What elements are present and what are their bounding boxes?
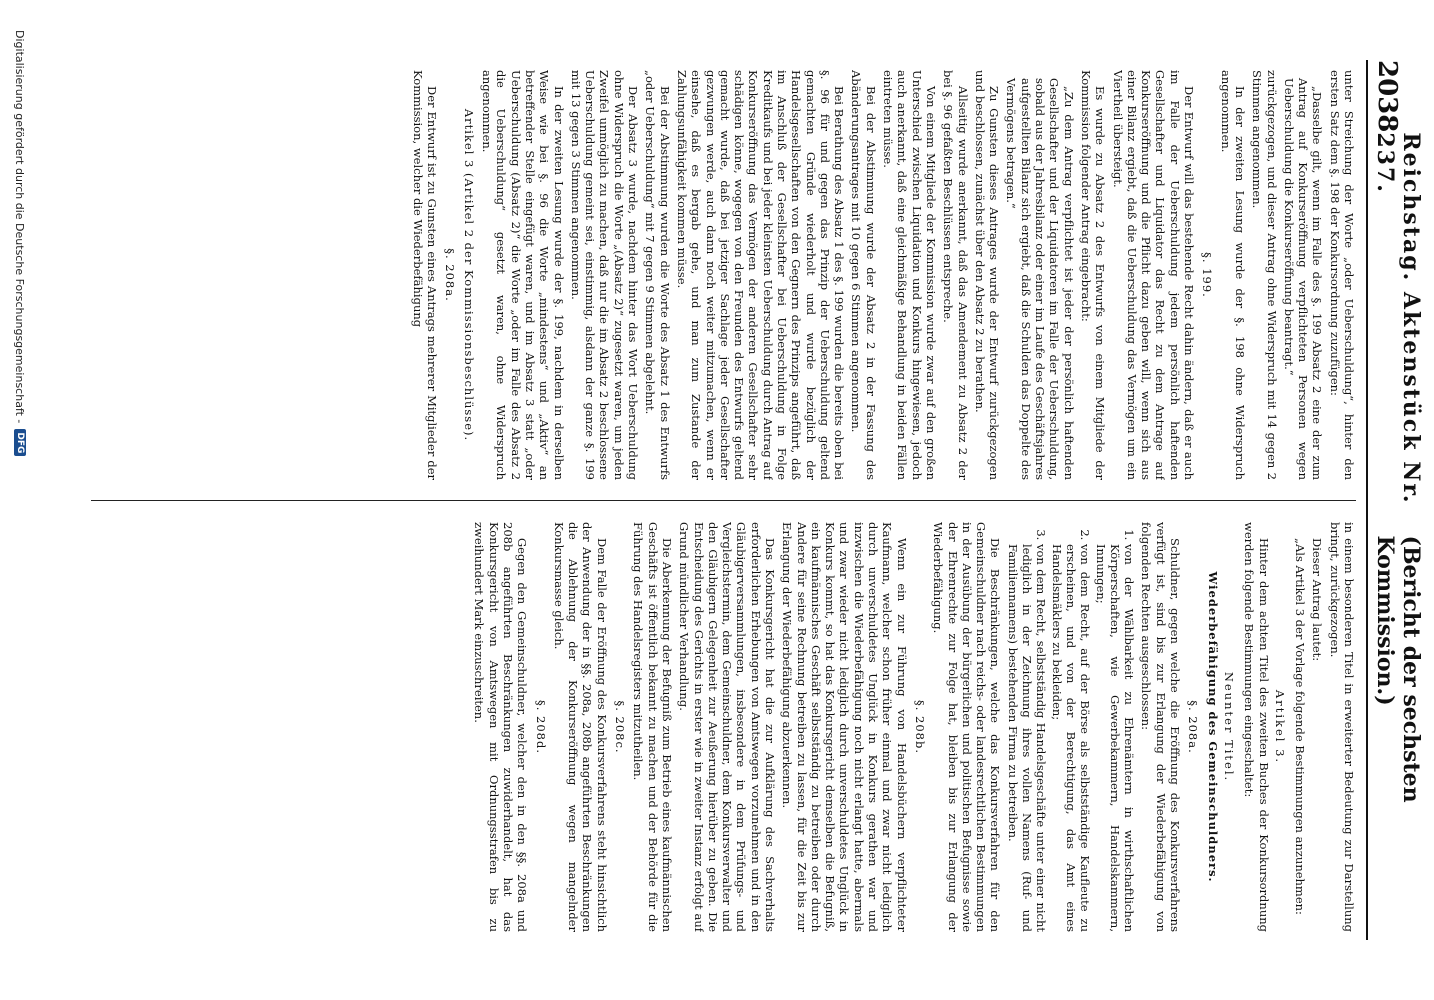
page-number: 2038 — [1372, 60, 1402, 133]
article-heading: Artikel 3. — [1272, 689, 1287, 765]
title-heading: Neunter Titel. — [1221, 671, 1236, 783]
paragraph: Bei Berathung des Absatz 1 des §. 199 wurden die bereits oben bei §. 96 für und gegen das Prinzip der Ueberschuldung geltend gemachten Gründe wiederholt und wurde bezüglich der Handelsgesellschaften von den Gegnern des Prinzips angeführt, daß im Anschluß der Gesellschafter bei Ueberschuldung in Folge Kreditkaufs und bei jeder kleinsten Ueberschuldung durch Antrag auf Konkurseröffnung das Vermögen der anderen Gesellschafter sehr schädigen könne, wogegen von den Freunden des Entwurfs geltend gemacht wurde, daß bei jetziger Sachlage jeder Gesellschafter gezwungen werde, auch dann noch weiter mitzumachen, wenn er einsehe, daß es bergab gehe, und man zum Zustande der Zahlungsunfähigkeit kommen müsse. — [674, 70, 847, 480]
paragraph: Die Beschränkungen, welche das Konkursverfahren für den Gemeinschuldner nach reichs- oder landesrechtlichen Bestimmungen in der Ausübung der bürgerlichen und politischen Befugnisse sowie der Ehrenrechte zur Folge hat, bleiben bis zur Erlangung der Wiederbefähigung. — [931, 522, 1003, 932]
list-item: 3. von dem Recht, selbstständig Handelsgeschäfte unter einer nicht lediglich in der Zeichnung ihres vollen Namens (Ruf- und Familiennamens) bestehenden Firma zu betreiben. — [1005, 544, 1048, 932]
header-section: (Bericht der sechsten Kommission.) — [1372, 535, 1424, 803]
section-heading: §. 208a. — [1186, 700, 1201, 754]
paragraph: zurückgezogen, und dieser Antrag ohne Widerspruch mit 14 gegen 2 Stimmen angenommen. — [1250, 70, 1279, 480]
list-item: 1. von der Wählbarkeit zu Ehrenämtern in wirthschaftlichen Körperschaften, wie Gewerbekammern, Handelskammern, Innungen; — [1093, 544, 1136, 932]
paragraph: Der Absatz 3 wurde, nachdem hinter das Wort Ueberschuldung ohne Widerspruch die Worte „(Absatz 2)“ zugesetzt waren, um jeden Zweifel unmöglich zu machen, daß nur die im Absatz 2 beschlossene Ueberschuldung gemeint sei, einstimmig, alsdann der ganze §. 199 mit 13 gegen 3 Stimmen angenommen. — [568, 70, 641, 480]
paragraph: Von einem Mitgliede der Kommission wurde zwar auf den großen Unterschied zwischen Liquidation und Konkurs hingewiesen, jedoch auch anerkannt, daß eine gleichmäßige Behandlung in beiden Fällen eintreten müsse. — [881, 70, 938, 480]
paragraph: in einem besonderen Titel in erweiterter Bedeutung zur Darstellung bringt, zurückgezogen. — [1327, 522, 1356, 932]
dfg-logo: DFG — [14, 429, 26, 456]
paragraph: Dem Falle der Eröffnung des Konkursverfahrens steht hinsichtlich der Anwendung der in §§. 208a, 208b angeführten Beschränkungen die Ablehnung der Konkurseröffnung wegen mangelnder Konkursmasse gleich. — [551, 522, 609, 932]
paragraph: Das Konkursgericht hat die zur Aufklärung des Sachverhalts erforderlichen Erhebungen von Amtswegen vorzunehmen und in den Gläubigerversammlungen, insbesondere in dem Prüfungs- und Vergleichstermin, dem Gemeinschuldner, dem Konkursverwalter und den Gläubigern Gelegenheit zur Aeußerung hierüber zu geben. Die Entscheidung des Gerichts in erster wie in zweiter Instanz erfolgt auf Grund mündlicher Verhandlung. — [677, 522, 778, 932]
quote-paragraph: „Als Artikel 3 der Vorlage folgende Bestimmungen anzunehmen: — [1293, 538, 1308, 915]
title-subheading: Wiederbefähigung des Gemeinschuldners. — [1205, 571, 1220, 883]
paragraph: Der Entwurf ist zu Gunsten eines Antrags mehrerer Mitglieder der Kommission, welcher die Wiederbefähigung — [410, 70, 440, 480]
paragraph: Bei der Abstimmung wurde der Absatz 2 in der Fassung des Abänderungsantrages mit 10 gegen 6 Stimmen angenommen. — [849, 70, 878, 480]
header-title: Reichstag. Aktenstück Nr. 237. — [1372, 132, 1424, 505]
quote-paragraph: „Dasselbe gilt, wenn im Falle des §. 199 Absatz 2 eine der zum Antrag auf Konkurseröffnung verpflichteten Personen wegen Ueberschuldung die Konkurseröffnung beantragt.“ — [1281, 78, 1325, 480]
paragraph: Es wurde zu Absatz 2 des Entwurfs von einem Mitgliede der Kommission folgender Antrag eingebracht: — [1078, 70, 1108, 480]
paragraph: Hinter dem achten Titel des zweiten Buches der Konkursordnung werden folgende Bestimmungen eingeschaltet: — [1242, 522, 1271, 932]
left-column — [96, 70, 1356, 480]
paragraph: Die Aberkennung der Befugniß zum Betrieb eines kaufmännischen Geschäfts ist öffentlich bekannt zu machen und der Behörde für die Führung des Handelsregisters mitzutheilen. — [631, 522, 674, 932]
section-heading: §. 208d. — [533, 699, 548, 755]
paragraph: In der zweiten Lesung wurde der §. 199, nachdem in derselben Weise wie bei §. 96 die Worte „mindestens“ und „Aktiv“ an betreffender Stelle eingefügt waren, und im Absatz 3 statt „oder Ueberschuldung (Absatz 2)“ die Worte „oder im Falle des Absatz 2 die Ueberschuldung“ gesetzt waren, ohne Widerspruch angenommen. — [480, 70, 566, 480]
paragraph: Zu Gunsten dieses Antrages wurde der Entwurf zurückgezogen und beschlossen, zunächst über den Absatz 2 zu berathen. — [972, 70, 1002, 480]
paragraph: Wenn ein zur Führung von Handelsbüchern verpflichteter Kaufmann, welcher schon früher einmal und zwar nicht lediglich durch unverschuldetes Unglück in Konkurs gerathen war und inzwischen die Wiederbefähigung noch nicht erlangt hatte, abermals und zwar wieder nicht lediglich durch unverschuldetes Unglück in Konkurs kommt, so hat das Konkursgericht demselben die Befugniß, ein kaufmännisches Geschäft selbstständig zu betreiben oder durch Andere für seine Rechnung betreiben zu lassen, für die Zeit bis zur Erlangung der Wiederbefähigung abzuerkennen. — [780, 522, 909, 932]
digitization-footer — [12, 0, 28, 1000]
right-column — [96, 522, 1356, 932]
header-rule — [1366, 60, 1368, 940]
paragraph: In der zweiten Lesung wurde der §. 198 ohne Widerspruch angenommen. — [1218, 70, 1247, 480]
section-heading: §. 208a. — [443, 248, 458, 302]
paragraph: Dieser Antrag lautet: — [1310, 538, 1325, 662]
exclusion-list — [1005, 522, 1136, 932]
article-heading: Artikel 3 (Artikel 2 der Kommissionsbeschlüsse). — [461, 108, 476, 442]
paragraph: unter Streichung der Worte „oder Ueberschuldung“, hinter den ersten Satz dem §. 198 der Konkursordnung zuzufügen: — [1327, 70, 1356, 480]
footer-text: Digitalisierung gefördert durch die Deutsche Forschungsgemeinschaft - — [13, 30, 27, 424]
list-item: 2. von dem Recht, auf der Börse als selbstständige Kaufleute zu erscheinen, und von der Berechtigung, das Amt eines Handelsmäklers zu bekleiden; — [1049, 544, 1092, 932]
quote-paragraph: „Zu dem Antrag verpflichtet ist jeder der persönlich haftenden Gesellschafter und der Liquidatoren im Falle der Ueberschuldung, sobald aus der Jahresbilanz oder einer im Laufe des Geschäftsjahres aufgestellten Bilanz sich ergiebt, daß die Schulden das Doppelte des Vermögens betragen.“ — [1004, 78, 1076, 480]
section-heading: §. 208c. — [613, 700, 628, 754]
paragraph: Der Entwurf will das bestehende Recht dahin ändern, daß er auch im Falle der Ueberschuldung jedem persönlich haftenden Gesellschafter und Liquidator das Recht zu dem Antrage auf Konkurseröffnung und die Pflicht dazu geben will, wenn sich aus einer Bilanz ergiebt, daß die Ueberschuldung das Vermögen um ein Viertheil übersteigt. — [1110, 70, 1197, 480]
column-divider — [91, 500, 1356, 501]
page-header — [1372, 60, 1424, 940]
section-heading: §. 199. — [1200, 252, 1215, 298]
paragraph: Bei der Abstimmung wurden die Worte des Absatz 1 des Entwurfs „oder Ueberschuldung“ mit 7 gegen 9 Stimmen abgelehnt. — [643, 70, 672, 480]
paragraph: Allseitig wurde anerkannt, daß das Amendement zu Absatz 2 der bei §. 96 gefaßten Beschlüssen entspreche. — [941, 70, 970, 480]
paragraph: Schuldner, gegen welche die Eröffnung des Konkursverfahrens verfügt ist, sind bis zur Erlangung der Wiederbefähigung von folgenden Rechten ausgeschlossen: — [1139, 522, 1183, 932]
section-heading: §. 208b. — [912, 699, 927, 755]
paragraph: Gegen den Gemeinschuldner, welcher den in den §§. 208a und 208b angeführten Beschränkungen zuwiderhandelt, hat das Konkursgericht von Amtswegen mit Ordnungsstrafen bis zu zweihundert Mark einzuschreiten. — [472, 522, 530, 932]
